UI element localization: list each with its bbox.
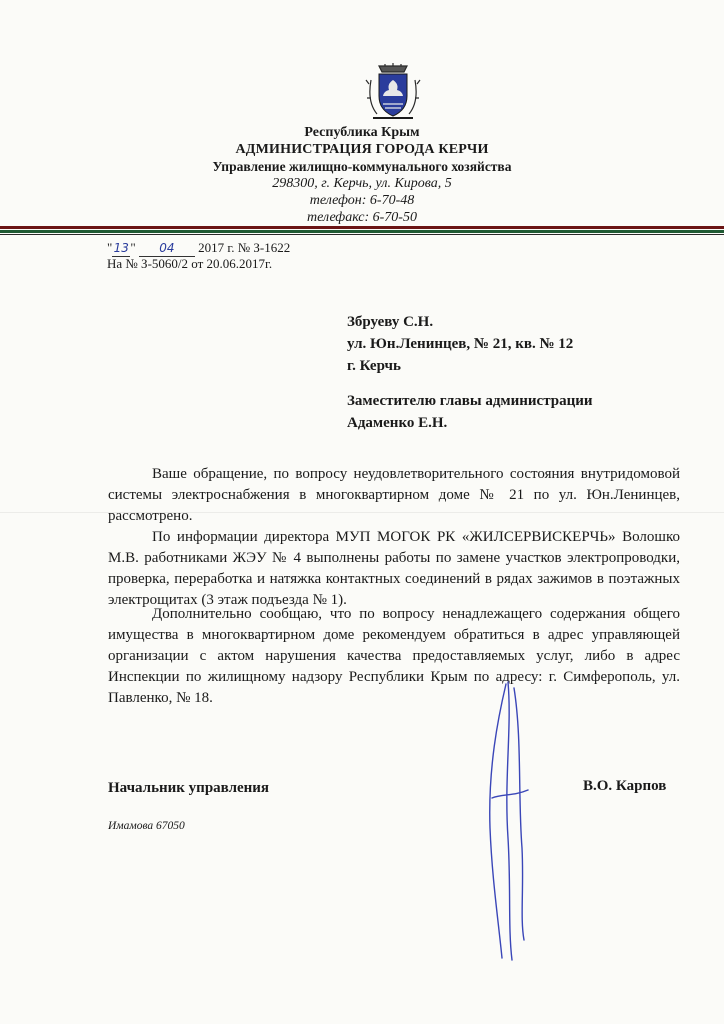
copy-recipient-name: Адаменко Е.Н. bbox=[347, 415, 448, 431]
outgoing-month: 04 bbox=[139, 240, 195, 257]
signatory-title: Начальник управления bbox=[108, 780, 270, 796]
body-paragraph-2: По информации директора МУП МОГОК РК «ЖИЛСЕРВИСКЕРЧЬ» Волошко М.В. работниками ЖЭУ № 4 выполнены работы по замене участков электропроводки, проверка, переработка и натяжка контактных соединений в рядах зажимов в поэтажных электрощитах (3 этаж подъезда № 1). bbox=[108, 529, 680, 608]
executor-note: Имамова 67050 bbox=[108, 820, 185, 832]
outgoing-year: 2017 г. № З-1622 bbox=[198, 240, 291, 255]
outgoing-number bbox=[107, 240, 290, 257]
addressee-street: ул. Юн.Ленинцев, № 21, кв. № 12 bbox=[347, 336, 574, 352]
outgoing-quote-open: " bbox=[107, 240, 113, 255]
header-rule-green bbox=[0, 230, 724, 233]
header-fax: телефакс: 6-70-50 bbox=[307, 210, 417, 225]
body-paragraph-3: Дополнительно сообщаю, что по вопросу ненадлежащего содержания общего имущества в многоквартирном доме рекомендуем обратиться в адрес управляющей организации с актом нарушения качества предоставляемых услуг, либо в адрес Инспекции по жилищному надзору Республики Крым по адресу: г. Симферополь, ул. Павленко, № 18. bbox=[108, 606, 680, 706]
addressee-city: г. Керчь bbox=[347, 358, 401, 374]
header-rule-black bbox=[0, 234, 724, 235]
addressee-name: Збруеву С.Н. bbox=[347, 314, 434, 330]
header-address: 298300, г. Керчь, ул. Кирова, 5 bbox=[272, 176, 452, 191]
reply-reference: На № З-5060/2 от 20.06.2017г. bbox=[107, 256, 273, 271]
header-rule-dark-red bbox=[0, 226, 724, 229]
header-republic: Республика Крым bbox=[304, 125, 420, 140]
header-phone: телефон: 6-70-48 bbox=[309, 193, 415, 208]
signatory-name: В.О. Карпов bbox=[583, 778, 667, 794]
handwritten-signature bbox=[478, 678, 538, 963]
header-administration: АДМИНИСТРАЦИЯ ГОРОДА КЕРЧИ bbox=[235, 142, 489, 157]
outgoing-quote-close: " bbox=[130, 240, 136, 255]
copy-recipient-position: Заместителю главы администрации bbox=[347, 393, 593, 409]
coat-of-arms-icon bbox=[363, 62, 423, 124]
header-department: Управление жилищно-коммунального хозяйства bbox=[212, 159, 512, 174]
outgoing-day: 13 bbox=[113, 241, 129, 255]
body-paragraph-1: Ваше обращение, по вопросу неудовлетворительного состояния внутридомовой системы электроснабжения в многоквартирном доме № 21 по ул. Юн.Ленинцев, рассмотрено. bbox=[108, 466, 680, 524]
